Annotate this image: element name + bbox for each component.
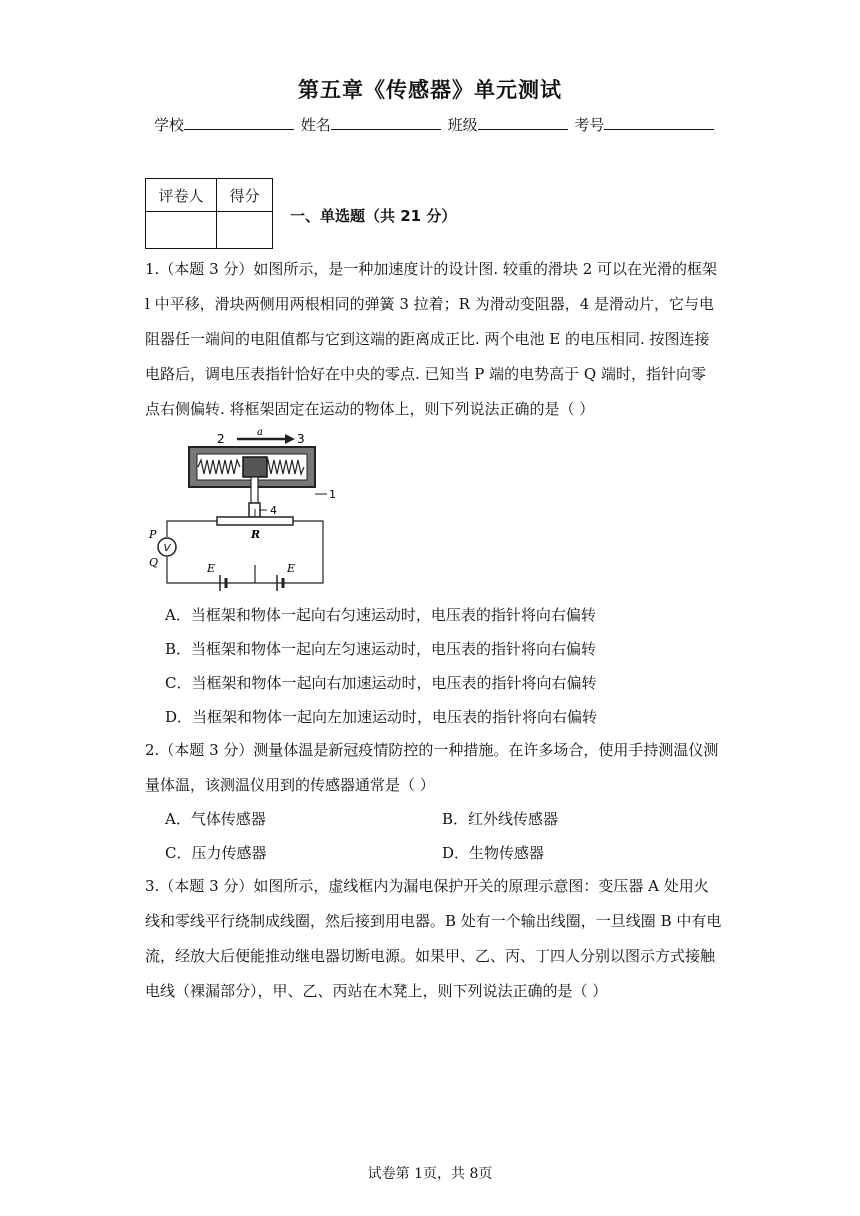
grader-score-table [145, 178, 273, 249]
question-line: 阻器任一端间的电阻值都与它到这端的距离成正比. 两个电池 E 的电压相同. 按图连接 [145, 330, 710, 348]
school-blank [184, 115, 294, 130]
label-a: a [257, 427, 263, 438]
exam-no-label: 考号 [574, 116, 605, 134]
page-title: 第五章《传感器》单元测试 [298, 78, 562, 102]
question-line: 电路后，调电压表指针恰好在中央的零点. 已知当 P 端的电势高于 Q 端时，指针向零 [145, 365, 707, 383]
question-line: 点右侧偏转. 将框架固定在运动的物体上，则下列说法正确的是（ ） [145, 400, 595, 418]
label-e-left: E [207, 562, 216, 575]
section-title: 一、单选题（共 21 分） [290, 207, 457, 225]
accelerometer-circuit-figure [145, 425, 345, 595]
page-footer: 试卷第 1页，共 8页 [367, 1166, 493, 1182]
question-2-text [145, 733, 720, 803]
question-line: 1.（本题 3 分）如图所示，是一种加速度计的设计图. 较重的滑块 2 可以在光滑的框架 [145, 260, 718, 278]
q2-option-a: A．气体传感器 [165, 810, 266, 828]
q1-option-c: C．当框架和物体一起向右加速运动时，电压表的指针将向右偏转 [165, 674, 597, 692]
label-r: R [251, 528, 261, 541]
label-1: 1 [329, 488, 336, 501]
name-label: 姓名 [300, 116, 331, 134]
student-info-line [154, 114, 716, 135]
score-header: 得分 [217, 179, 273, 212]
question-1-text [145, 252, 720, 427]
label-3: 3 [297, 432, 305, 446]
grader-header: 评卷人 [146, 179, 217, 212]
label-v: V [163, 543, 171, 554]
class-label: 班级 [447, 116, 478, 134]
question-line: 线和零线平行绕制成线圈，然后接到用电器。B 处有一个输出线圈，一旦线圈 B 中有电 [145, 912, 722, 930]
school-label: 学校 [154, 116, 185, 134]
question-line: 量体温，该测温仪用到的传感器通常是（ ） [145, 776, 435, 794]
grader-cell [146, 212, 217, 249]
rheostat-r [217, 517, 293, 525]
name-blank [331, 115, 441, 130]
q1-option-d: D．当框架和物体一起向左加速运动时，电压表的指针将向右偏转 [165, 708, 598, 726]
label-q: Q [149, 556, 159, 569]
label-e-right: E [287, 562, 296, 575]
label-4: 4 [270, 504, 277, 517]
class-blank [478, 115, 568, 130]
exam-no-blank [604, 115, 714, 130]
question-line: 2.（本题 3 分）测量体温是新冠疫情防控的一种措施。在许多场合，使用手持测温仪测 [145, 741, 719, 759]
score-cell [217, 212, 273, 249]
slider-block-2 [243, 457, 267, 477]
label-2: 2 [217, 432, 225, 446]
question-line: 流，经放大后便能推动继电器切断电源。如果甲、乙、丙、丁四人分别以图示方式接触 [145, 947, 716, 965]
q2-option-b: B．红外线传感器 [442, 810, 559, 828]
question-3-text [145, 869, 720, 1009]
label-p: P [149, 528, 157, 541]
q2-option-d: D．生物传感器 [442, 844, 545, 862]
q2-option-c: C．压力传感器 [165, 844, 267, 862]
question-line: l 中平移，滑块两侧用两根相同的弹簧 3 拉着；R 为滑动变阻器，4 是滑动片，它与电 [145, 295, 715, 313]
question-line: 电线（裸漏部分），甲、乙、丙站在木凳上，则下列说法正确的是（ ） [145, 982, 608, 1000]
question-line: 3.（本题 3 分）如图所示，虚线框内为漏电保护开关的原理示意图：变压器 A 处用火 [145, 877, 709, 895]
q1-option-a: A．当框架和物体一起向右匀速运动时，电压表的指针将向右偏转 [165, 606, 596, 624]
q1-option-b: B．当框架和物体一起向左匀速运动时，电压表的指针将向右偏转 [165, 640, 597, 658]
